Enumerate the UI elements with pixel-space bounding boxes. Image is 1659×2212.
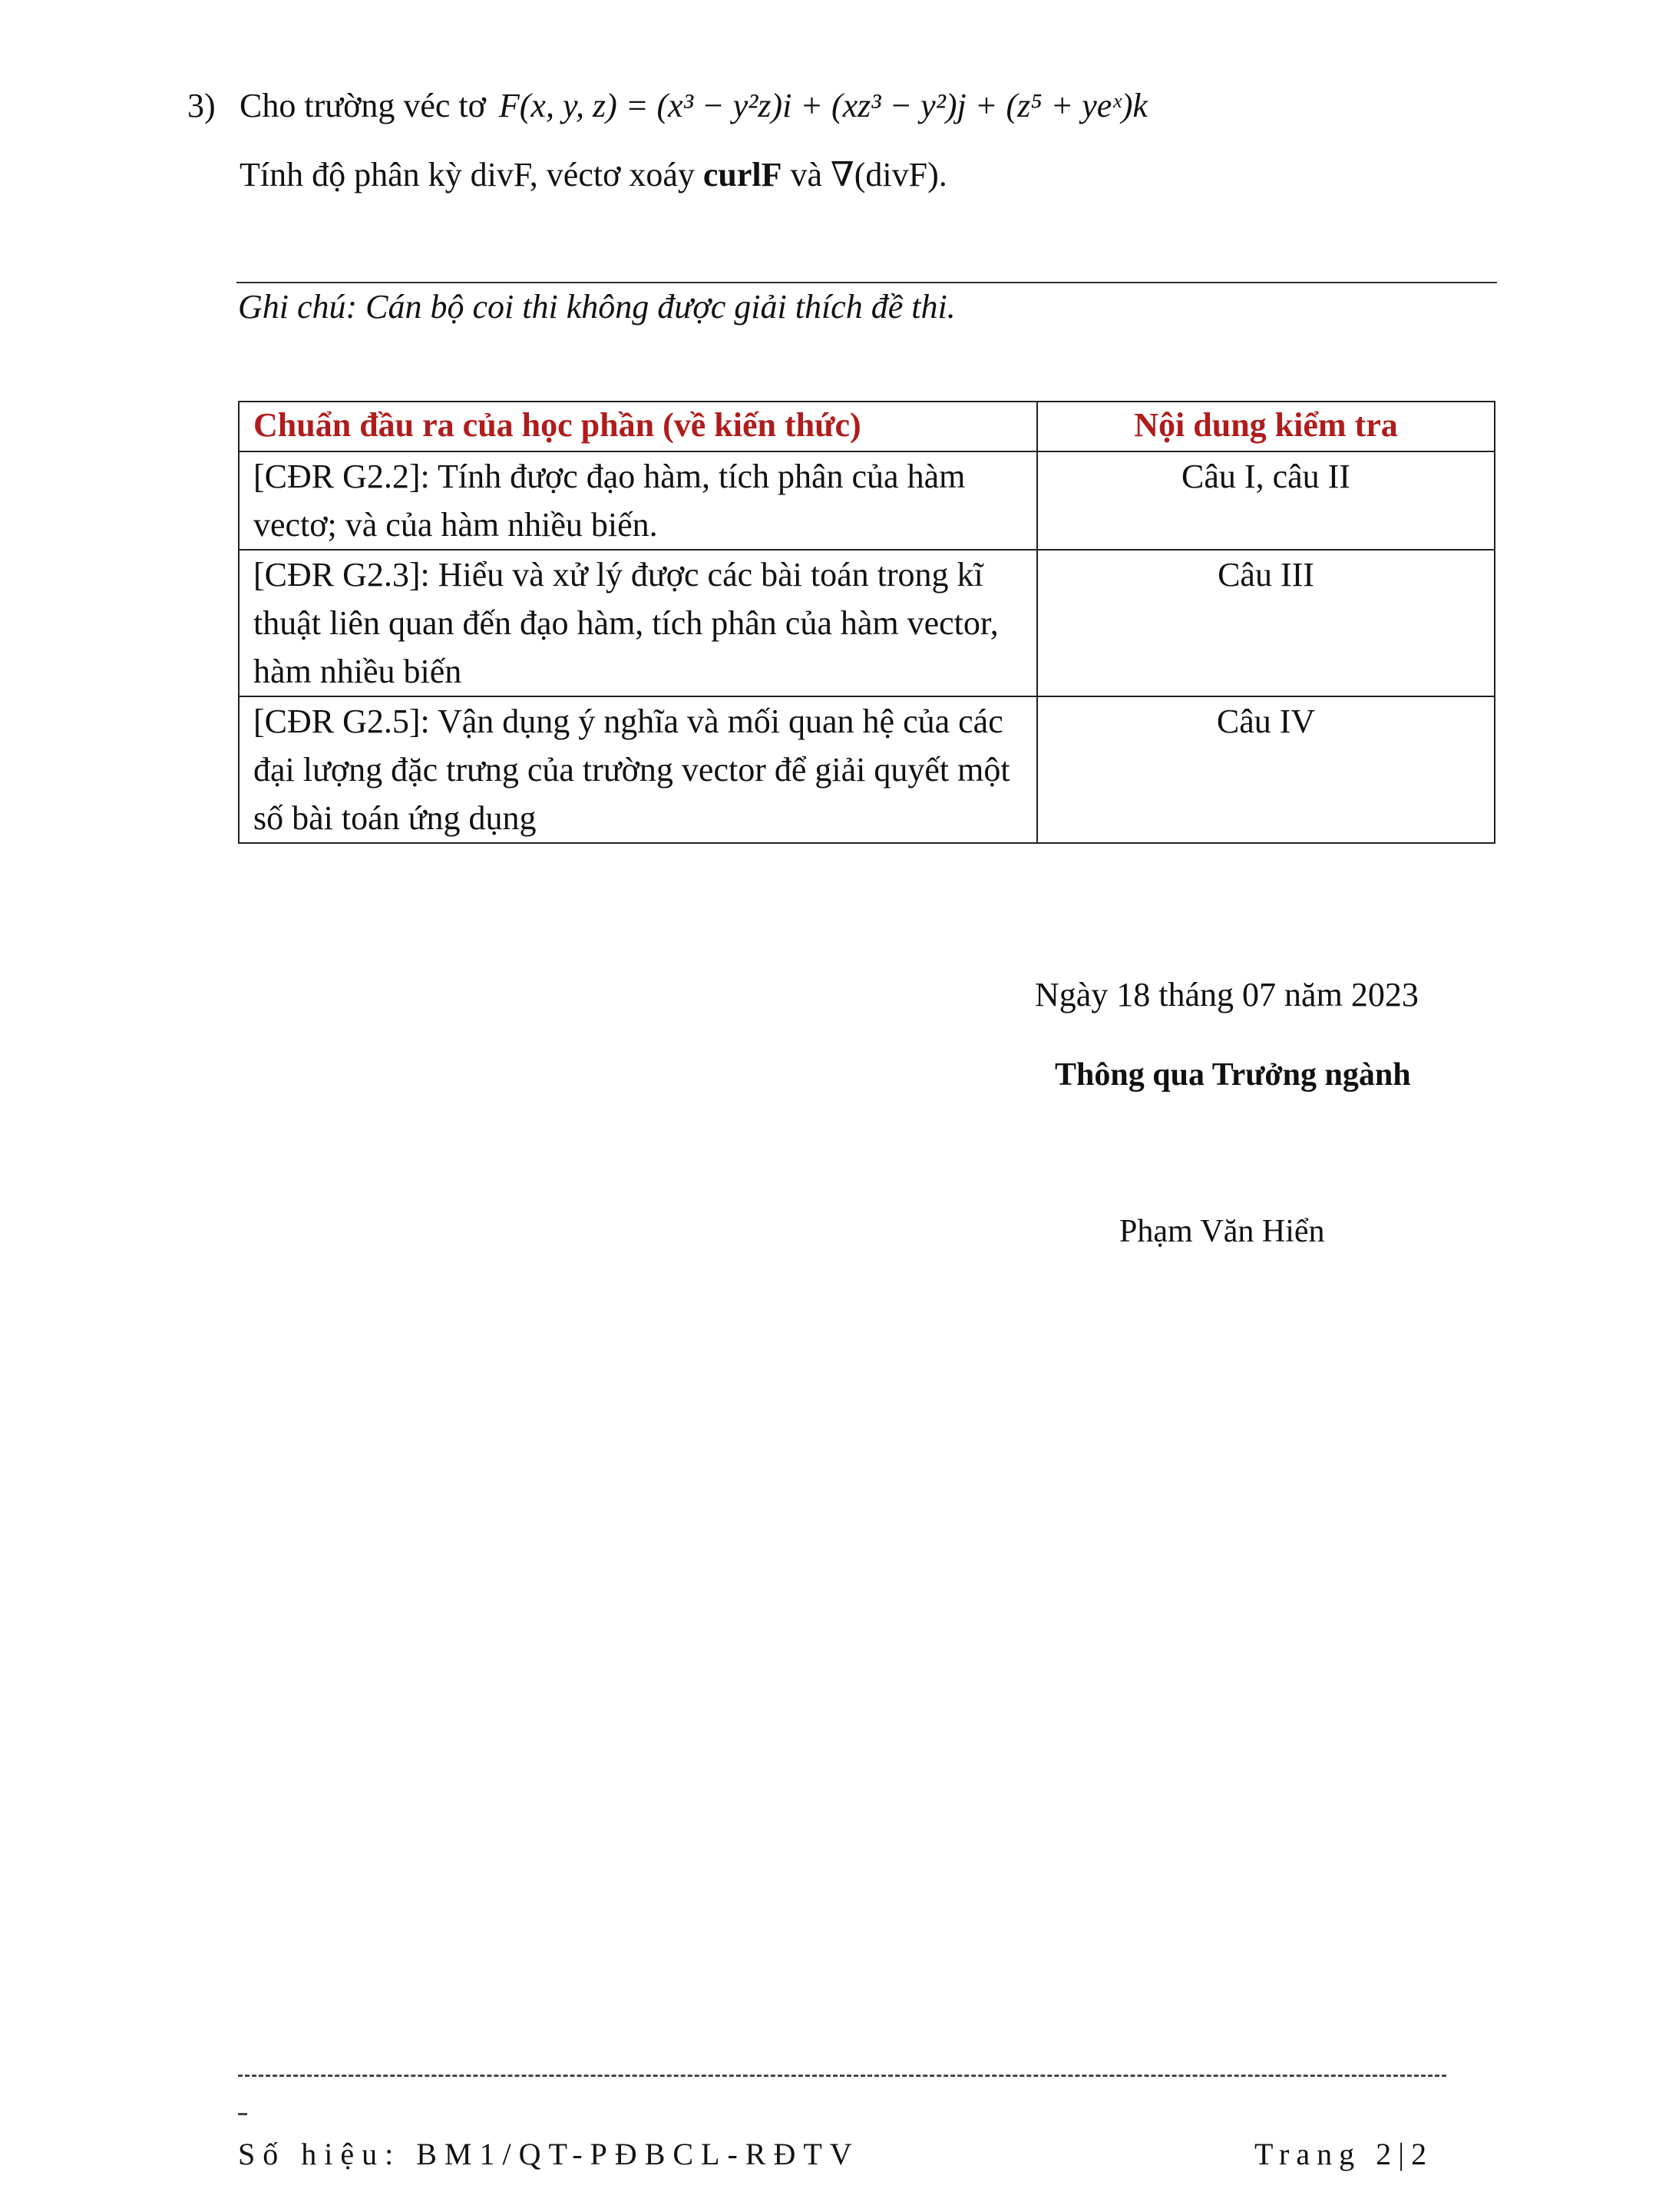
approval-title: Thông qua Trưởng ngành xyxy=(1055,1057,1411,1093)
page-number: Trang 2|2 xyxy=(1254,2137,1434,2171)
header-outcome: Chuẩn đầu ra của học phần (về kiến thức) xyxy=(239,402,1037,451)
header-content: Nội dung kiểm tra xyxy=(1037,402,1495,451)
vector-field-formula: F(x, y, z) = (x³ − y²z)i + (xz³ − y²)j + (z⁵ + yeˣ)k xyxy=(498,87,1148,124)
outcome-cell: [CĐR G2.2]: Tính được đạo hàm, tích phân của hàm vectơ; và của hàm nhiều biến. xyxy=(239,451,1037,550)
note-divider xyxy=(236,282,1497,283)
outcome-cell: [CĐR G2.3]: Hiểu và xử lý được các bài toán trong kĩ thuật liên quan đến đạo hàm, tích phân của hàm vector, hàm nhiều biến xyxy=(239,550,1037,696)
question-number: 3) xyxy=(187,87,216,124)
learning-outcomes-table xyxy=(238,401,1495,844)
content-cell: Câu III xyxy=(1037,550,1495,696)
task-prefix: Tính độ phân kỳ divF, véctơ xoáy xyxy=(240,156,703,193)
signer-name: Phạm Văn Hiển xyxy=(1119,1214,1325,1249)
question-3 xyxy=(187,86,1148,125)
table-header-row xyxy=(239,402,1495,451)
footer-divider xyxy=(238,2075,1446,2077)
table-row xyxy=(239,696,1495,843)
table-row xyxy=(239,451,1495,550)
task-curl: curlF xyxy=(702,156,782,193)
table-row xyxy=(239,550,1495,696)
question-intro: Cho trường véc tơ xyxy=(240,87,486,124)
question-3-task xyxy=(240,155,947,194)
content-cell: Câu IV xyxy=(1037,696,1495,843)
task-suffix: và ∇(divF). xyxy=(782,156,947,193)
outcome-cell: [CĐR G2.5]: Vận dụng ý nghĩa và mối quan hệ của các đại lượng đặc trưng của trường vector để giải quyết một số bài toán ứng dụng xyxy=(239,696,1037,843)
exam-note: Ghi chú: Cán bộ coi thi không được giải thích đề thi. xyxy=(238,288,956,326)
signature-date: Ngày 18 tháng 07 năm 2023 xyxy=(1035,976,1419,1013)
document-code: Số hiệu: BM1/QT-PĐBCL-RĐTV xyxy=(238,2137,860,2171)
content-cell: Câu I, câu II xyxy=(1037,451,1495,550)
footer-divider-tail xyxy=(238,2113,247,2115)
